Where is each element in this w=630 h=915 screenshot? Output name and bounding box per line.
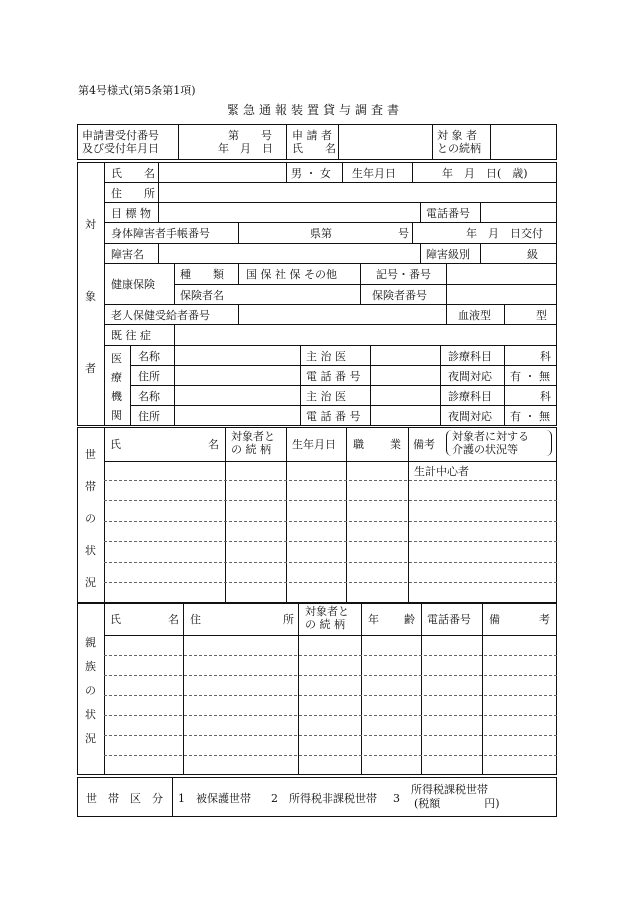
medical-1-phone-label: 電 話 番 号 <box>306 370 361 383</box>
medical-char-4: 関 <box>111 409 122 422</box>
relatives-char-1: 親 <box>85 636 96 649</box>
relatives-col-remarks-1: 備 <box>489 613 500 626</box>
household-char-3: の <box>85 512 96 525</box>
medical-1-night-label: 夜間対応 <box>448 370 492 383</box>
medical-2-dept-label: 診療科目 <box>448 390 492 403</box>
subject-insurance-type-label: 種 類 <box>180 268 224 281</box>
subject-phone-label: 電話番号 <box>426 207 470 220</box>
subject-insurance-label: 健康保険 <box>111 278 155 291</box>
subject-disability-book-label: 身体障害者手帳番号 <box>111 227 210 240</box>
household-char-4: 状 <box>85 544 96 557</box>
subject-birth-value: 年 月 日( 歳) <box>442 167 528 180</box>
medical-2-dept-suffix: 科 <box>540 390 551 403</box>
medical-1-night-options: 有 ・ 無 <box>510 370 550 383</box>
household-col-job-2: 業 <box>390 438 401 451</box>
relation-label-2: との続柄 <box>437 142 481 155</box>
relatives-col-phone: 電話番号 <box>427 613 471 626</box>
subject-elderly-label: 老人保健受給者番号 <box>111 309 210 322</box>
medical-2-name-label: 名称 <box>138 390 160 403</box>
medical-1-dept-label: 診療科目 <box>448 350 492 363</box>
relatives-col-name-1: 氏 <box>110 613 121 626</box>
medical-2-night-label: 夜間対応 <box>448 410 492 423</box>
household-col-job-1: 職 <box>353 438 364 451</box>
relatives-char-2: 族 <box>85 660 96 673</box>
subject-sex-label: 男 ・ 女 <box>291 167 331 180</box>
household-char-2: 帯 <box>85 480 96 493</box>
subject-birth-label: 生年月日 <box>352 167 396 180</box>
classification-option-3-line2: (税額 円) <box>414 797 500 810</box>
applicant-label-2: 氏 名 <box>292 142 336 155</box>
medical-char-1: 医 <box>111 352 122 365</box>
medical-1-doctor-label: 主 治 医 <box>306 350 346 363</box>
household-char-1: 世 <box>85 448 96 461</box>
medical-char-3: 機 <box>111 390 122 403</box>
relatives-char-3: の <box>85 684 96 697</box>
medical-2-doctor-label: 主 治 医 <box>306 390 346 403</box>
relatives-col-age-1: 年 <box>368 613 379 626</box>
receipt-date-label: 年 月 日 <box>218 142 273 155</box>
household-col-birth: 生年月日 <box>292 438 336 451</box>
relatives-char-5: 況 <box>85 732 96 745</box>
classification-option-1: 1 被保護世帯 <box>178 792 251 805</box>
applicant-label-1: 申 請 者 <box>292 129 332 142</box>
household-col-remarks: 備考 <box>413 438 435 451</box>
relatives-col-address-2: 所 <box>283 613 294 626</box>
household-breadwinner: 生計中心者 <box>414 465 469 478</box>
receipt-label-2: 及び受付年月日 <box>82 142 159 155</box>
subject-grade-suffix: 級 <box>527 248 538 261</box>
household-col-relation-1: 対象者と <box>231 430 275 443</box>
receipt-number-label: 第 号 <box>228 129 272 142</box>
subject-symbol-label: 記号・番号 <box>376 268 431 281</box>
subject-blood-label: 血液型 <box>458 309 491 322</box>
subject-char-1: 対 <box>85 218 96 231</box>
relatives-col-remarks-2: 考 <box>539 613 550 626</box>
subject-insurer-no-label: 保険者番号 <box>372 289 427 302</box>
form-code: 第4号様式(第5条第1項) <box>78 84 196 97</box>
relatives-col-address-1: 住 <box>190 613 201 626</box>
subject-disability-grade-label: 障害級別 <box>426 248 470 261</box>
relation-label-1: 対 象 者 <box>437 129 477 142</box>
medical-1-address-label: 住所 <box>138 370 160 383</box>
receipt-label-1: 申請書受付番号 <box>82 129 159 142</box>
relatives-col-name-2: 名 <box>168 613 179 626</box>
subject-history-label: 既 往 症 <box>111 329 151 342</box>
subject-insurance-types: 国 保 社 保 その他 <box>246 268 337 281</box>
relatives-col-age-2: 齢 <box>404 613 415 626</box>
medical-2-address-label: 住所 <box>138 410 160 423</box>
subject-landmark-label: 目 標 物 <box>111 207 151 220</box>
subject-insurer-label: 保険者名 <box>180 289 224 302</box>
medical-2-night-options: 有 ・ 無 <box>510 410 550 423</box>
subject-name-label: 氏 名 <box>111 167 155 180</box>
classification-label: 世 帯 区 分 <box>86 792 163 805</box>
subject-number-suffix: 号 <box>398 227 409 240</box>
form-title: 緊急通報装置貸与調査書 <box>226 103 403 117</box>
household-col-care-1: 対象者に対する <box>452 430 529 443</box>
subject-issued-label: 年 月 日交付 <box>466 227 543 240</box>
household-col-name-2: 名 <box>208 438 219 451</box>
household-col-name-1: 氏 <box>110 438 121 451</box>
medical-1-dept-suffix: 科 <box>540 350 551 363</box>
medical-1-name-label: 名称 <box>138 350 160 363</box>
classification-option-2: 2 所得税非課税世帯 <box>271 792 377 805</box>
household-col-relation-2: の 続 柄 <box>231 443 271 456</box>
classification-option-3-line1: 所得税課税世帯 <box>411 783 488 796</box>
subject-char-2: 象 <box>85 290 96 303</box>
household-char-5: 況 <box>85 576 96 589</box>
subject-address-label: 住 所 <box>111 187 155 200</box>
household-col-care-2: 介護の状況等 <box>452 443 518 456</box>
subject-blood-suffix: 型 <box>536 309 547 322</box>
subject-disability-name-label: 障害名 <box>111 248 144 261</box>
subject-char-3: 者 <box>85 362 96 375</box>
relatives-col-relation-1: 対象者と <box>305 605 349 618</box>
medical-char-2: 療 <box>111 371 122 384</box>
relatives-col-relation-2: の 続 柄 <box>305 618 345 631</box>
subject-prefecture-label: 県第 <box>310 227 332 240</box>
classification-option-3-num: 3 <box>393 792 400 805</box>
relatives-char-4: 状 <box>85 708 96 721</box>
medical-2-phone-label: 電 話 番 号 <box>306 410 361 423</box>
